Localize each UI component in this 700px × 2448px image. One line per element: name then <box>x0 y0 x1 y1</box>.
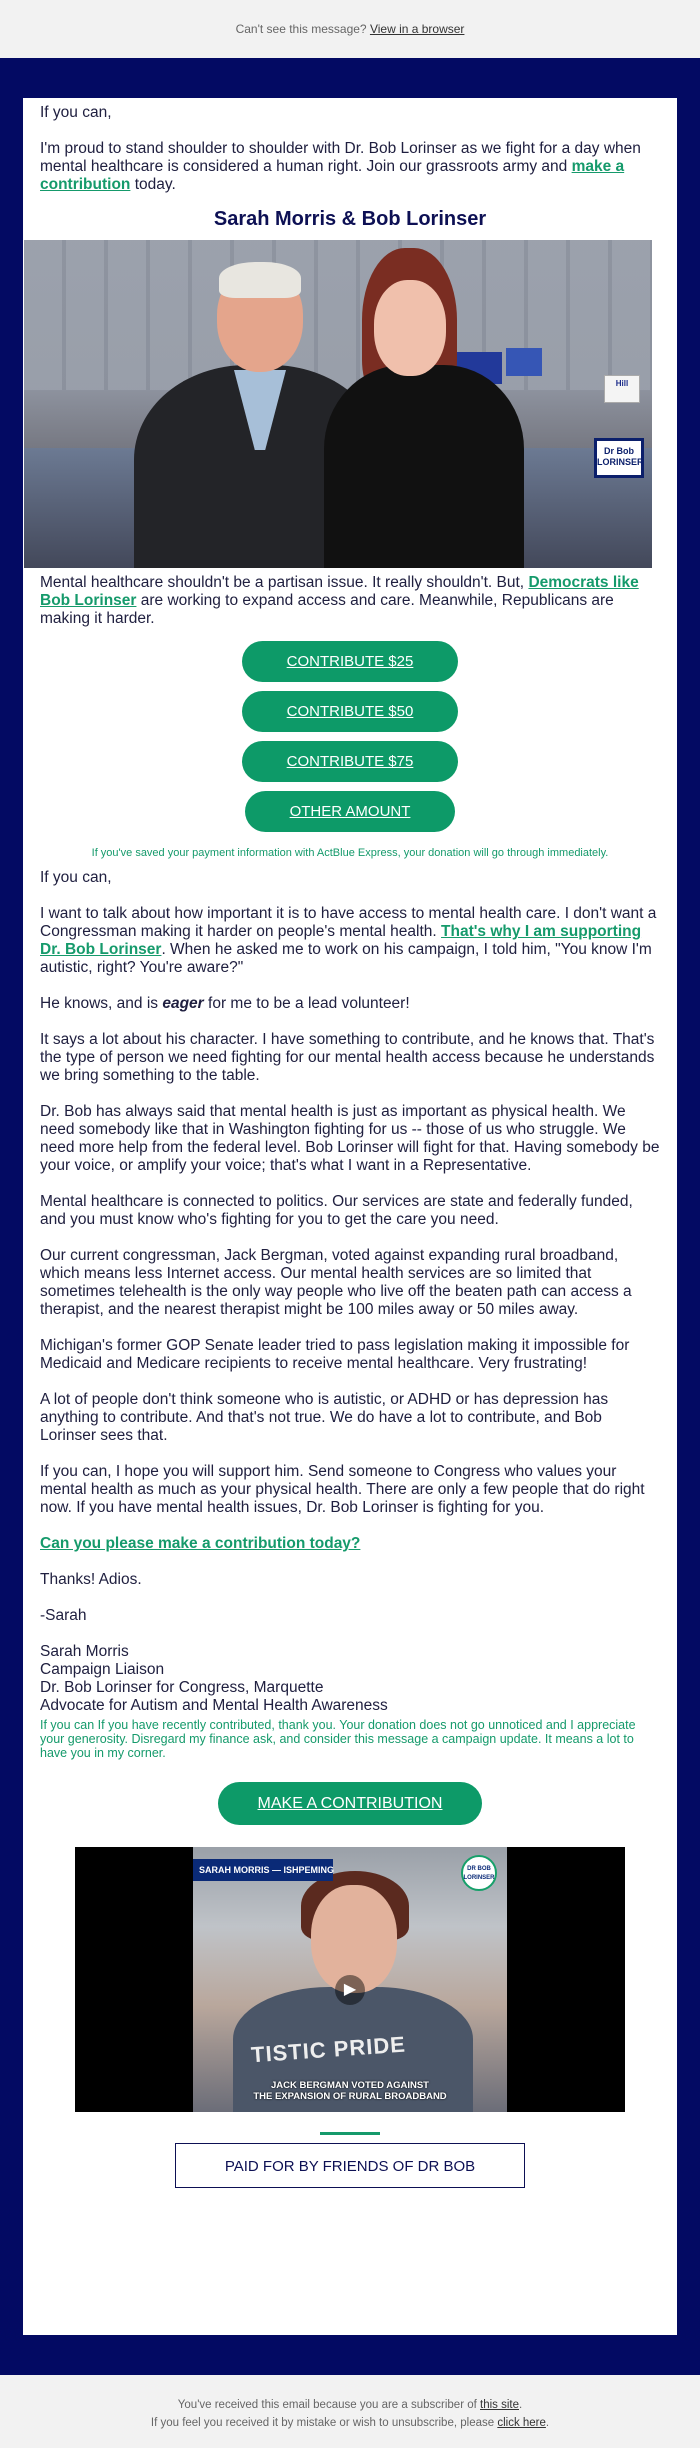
body-paragraph-2 <box>40 995 660 1013</box>
body-greeting: If you can, <box>40 869 112 886</box>
make-contribution-button[interactable]: MAKE A CONTRIBUTION <box>218 1782 482 1825</box>
footer-text-2: If you feel you received it by mistake or wish to unsubscribe, please <box>150 2417 498 2429</box>
play-icon[interactable]: ▶ <box>335 1975 365 2005</box>
intro-greeting: If you can, <box>40 104 112 121</box>
footer-line-2 <box>0 2414 700 2432</box>
email-frame <box>0 58 700 2375</box>
preheader <box>0 0 700 58</box>
video-caption-line-1: JACK BERGMAN VOTED AGAINST <box>271 2080 429 2091</box>
body-paragraph-4: Dr. Bob has always said that mental health is just as important as physical health. We need somebody like that in Washington fighting for us -- those of us who struggle. We need more help from the federal level. Bob Lorinser will fight for that. Having somebody be your voice, or amplify your voice; that's what I want in a Representative. <box>40 1103 660 1174</box>
divider <box>320 2132 380 2135</box>
actblue-express-note: If you've saved your payment information with ActBlue Express, your donation will go through immediately. <box>91 847 609 859</box>
photo-campaign-sign: Dr Bob LORINSER <box>594 438 644 478</box>
body-paragraph-8: A lot of people don't think someone who is autistic, or ADHD or has depression has anything to contribute. And that's not true. We do have a lot to contribute, and Bob Lorinser sees that. <box>40 1391 609 1444</box>
body-paragraph-3: It says a lot about his character. I have something to contribute, and he knows that. That's the type of person we need fighting for our mental health access because he understands we bring something to the table. <box>40 1031 655 1084</box>
footer-end-2: . <box>545 2417 550 2429</box>
contribute-50-button[interactable]: CONTRIBUTE $50 <box>242 691 458 732</box>
video-name-band: SARAH MORRIS — ISHPEMING <box>193 1859 333 1881</box>
signature-role: Campaign Liaison <box>40 1661 165 1678</box>
contribute-75-button[interactable]: CONTRIBUTE $75 <box>242 741 458 782</box>
contribution-ask-link[interactable]: Can you please make a contribution today? <box>40 1535 361 1552</box>
signature-dash: -Sarah <box>40 1607 87 1624</box>
unsubscribe-link[interactable]: click here <box>497 2417 546 2429</box>
preheader-text: Can't see this message? <box>235 22 367 36</box>
contribute-25-button[interactable]: CONTRIBUTE $25 <box>242 641 458 682</box>
signature-org: Dr. Bob Lorinser for Congress, Marquette <box>40 1679 324 1696</box>
intro-paragraph <box>40 140 660 194</box>
p1-text: I want to talk about how important it is to have access to mental health care. I don't want a Congressman making it harder on people's mental health. <box>40 905 657 940</box>
photo-title: Sarah Morris & Bob Lorinser <box>213 208 487 230</box>
video-caption-line-2: THE EXPANSION OF RURAL BROADBAND <box>253 2091 447 2102</box>
other-amount-button[interactable]: OTHER AMOUNT <box>245 791 455 832</box>
body-paragraph-9: If you can, I hope you will support him. Send someone to Congress who values your mental health as much as your physical health. There are only a few people that do right now. If you have mental health issues, Dr. Bob Lorinser is fighting for you. <box>40 1463 645 1516</box>
email-footer <box>0 2375 700 2432</box>
photo-banner <box>506 348 542 376</box>
body-paragraph-5: Mental healthcare is connected to politics. Our services are state and federally funded, and you must know who's fighting for you to get the care you need. <box>40 1193 633 1228</box>
video-thumbnail[interactable] <box>75 1847 625 2112</box>
p1-end: . When he asked me to work on his campaign, I told him, "You know I'm autistic, right? You're aware?" <box>40 941 652 976</box>
video-caption <box>193 2080 507 2102</box>
partisan-text: Mental healthcare shouldn't be a partisan issue. It really shouldn't. But, <box>40 574 529 591</box>
photo-sign-small: Hill <box>604 375 640 403</box>
intro-text: I'm proud to stand shoulder to shoulder with Dr. Bob Lorinser as we fight for a day when mental healthcare is considered a human right. Join our grassroots army and <box>40 140 641 175</box>
footer-text-1: You've received this email because you are a subscriber of <box>177 2399 480 2411</box>
recent-contributor-note: If you can If you have recently contributed, thank you. Your donation does not go unnoticed and I appreciate your generosity. Disregard my finance ask, and consider this message a campaign update. It means a lot to have you in my corner. <box>40 1718 636 1760</box>
video-frame <box>193 1847 507 2112</box>
signature-name: Sarah Morris <box>40 1643 129 1660</box>
photo-woman <box>324 365 524 568</box>
this-site-link[interactable]: this site <box>480 2399 519 2411</box>
signature-title: Advocate for Autism and Mental Health Awareness <box>40 1697 388 1714</box>
democrats-link[interactable]: Democrats like Bob Lorinser <box>40 574 639 609</box>
body-paragraph-7: Michigan's former GOP Senate leader tried to pass legislation making it impossible for Medicaid and Medicare recipients to receive mental healthcare. Very frustrating! <box>40 1337 630 1372</box>
body-paragraph-6: Our current congressman, Jack Bergman, voted against expanding rural broadband, which means less Internet access. Our mental health services are so limited that sometimes telehealth is the only way people who live off the beaten path can access a therapist, and the nearest therapist might be 100 miles away or 50 miles away. <box>40 1247 632 1318</box>
paid-for-disclaimer: PAID FOR BY FRIENDS OF DR BOB <box>175 2143 525 2188</box>
photo-wall <box>24 240 652 390</box>
supporting-link[interactable]: That's why I am supporting Dr. Bob Lorinser <box>40 923 642 958</box>
contribute-buttons <box>40 641 660 832</box>
video-logo: DR BOB LORINSER <box>461 1855 497 1891</box>
intro-end: today. <box>130 176 176 193</box>
photo-man-hair <box>219 262 301 298</box>
photo-woman-head <box>374 280 446 376</box>
thanks-line: Thanks! Adios. <box>40 1571 142 1588</box>
campaign-photo <box>24 240 652 568</box>
make-contribution-link[interactable]: make a contribution <box>40 158 625 193</box>
email-card <box>23 98 677 2335</box>
p2-emphasis: eager <box>162 995 204 1012</box>
partisan-paragraph <box>40 574 660 628</box>
p2-end: for me to be a lead volunteer! <box>203 995 410 1012</box>
video-shirt-text: TISTIC PRIDE <box>250 2031 407 2068</box>
view-in-browser-link[interactable]: View in a browser <box>369 22 465 36</box>
footer-end-1: . <box>519 2399 523 2411</box>
footer-line-1 <box>0 2396 700 2414</box>
partisan-end: are working to expand access and care. Meanwhile, Republicans are making it harder. <box>40 592 614 627</box>
body-paragraph-1 <box>40 905 660 977</box>
p2-start: He knows, and is <box>40 995 163 1012</box>
